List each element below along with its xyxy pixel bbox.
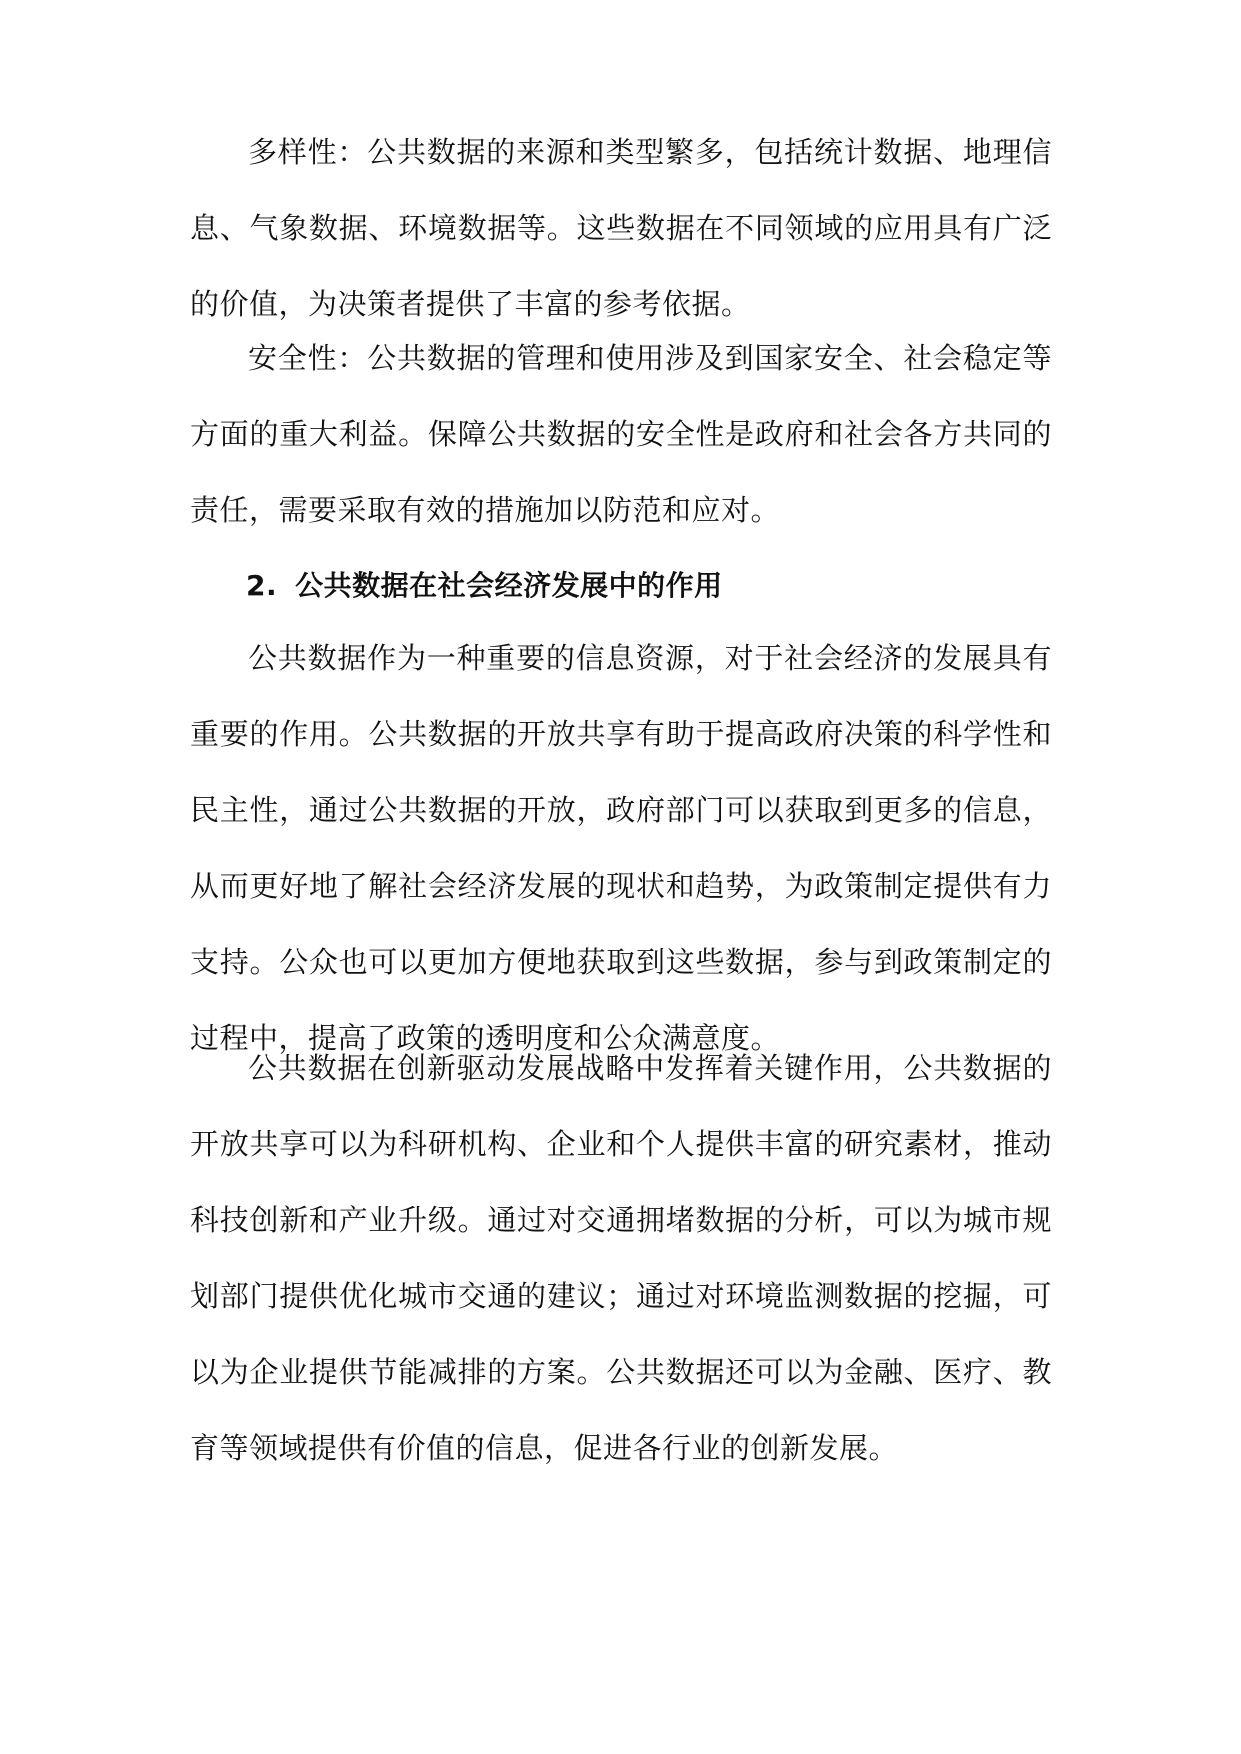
paragraph-diversity: 多样性：公共数据的来源和类型繁多，包括统计数据、地理信息、气象数据、环境数据等。这些数据在不同领域的应用具有广泛的价值，为决策者提供了丰富的参考依据。 [190,135,1052,321]
section-title: 公共数据在社会经济发展中的作用 [295,569,723,602]
paragraph-security: 安全性：公共数据的管理和使用涉及到国家安全、社会稳定等方面的重大利益。保障公共数据的安全性是政府和社会各方共同的责任，需要采取有效的措施加以防范和应对。 [190,341,1052,527]
paragraph-innovation: 公共数据在创新驱动发展战略中发挥着关键作用，公共数据的开放共享可以为科研机构、企业和个人提供丰富的研究素材，推动科技创新和产业升级。通过对交通拥堵数据的分析，可以为城市规划部门提供优化城市交通的建议；通过对环境监测数据的挖掘，可以为企业提供节能减排的方案。公共数据还可以为金融、医疗、教育等领域提供有价值的信息，促进各行业的创新发展。 [190,1051,1052,1465]
paragraph-role: 公共数据作为一种重要的信息资源，对于社会经济的发展具有重要的作用。公共数据的开放共享有助于提高政府决策的科学性和民主性，通过公共数据的开放，政府部门可以获取到更多的信息，从而更好地了解社会经济发展的现状和趋势，为政策制定提供有力支持。公众也可以更加方便地获取到这些数据，参与到政策制定的过程中，提高了政策的透明度和公众满意度。 [190,641,1052,1055]
section-heading [246,566,723,606]
section-number: 2. [246,569,278,602]
